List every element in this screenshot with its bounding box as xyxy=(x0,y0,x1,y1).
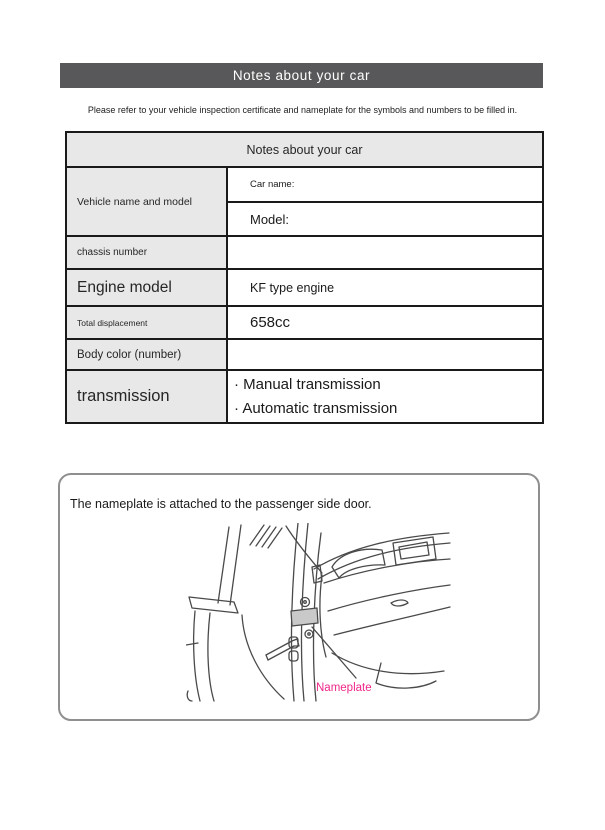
label-chassis-number: chassis number xyxy=(66,236,227,269)
car-notes-table xyxy=(65,131,544,424)
table-row xyxy=(66,306,543,339)
nameplate-figure xyxy=(186,523,452,705)
value-chassis-number xyxy=(227,236,543,269)
value-model: Model: xyxy=(227,202,543,236)
label-total-displacement: Total displacement xyxy=(66,306,227,339)
door-panel-lines xyxy=(186,525,284,701)
table-title: Notes about your car xyxy=(66,132,543,167)
nameplate-note-text: The nameplate is attached to the passenger side door. xyxy=(70,497,372,511)
transmission-option-manual: · Manual transmission xyxy=(234,375,381,393)
value-total-displacement: 658cc xyxy=(227,306,543,339)
nameplate-highlight xyxy=(291,608,318,626)
dashboard-lines xyxy=(314,533,450,688)
label-engine-model: Engine model xyxy=(66,269,227,306)
value-engine-model: KF type engine xyxy=(227,269,543,306)
table-row xyxy=(66,167,543,202)
label-body-color: Body color (number) xyxy=(66,339,227,370)
table-row xyxy=(66,370,543,423)
car-door-illustration xyxy=(186,523,452,705)
value-transmission xyxy=(227,370,543,423)
nameplate-note-box xyxy=(58,473,540,721)
nameplate-label: Nameplate xyxy=(316,682,372,694)
table-row xyxy=(66,269,543,306)
label-transmission: transmission xyxy=(66,370,227,423)
windshield-hatch-lines xyxy=(250,525,282,548)
page-subtitle: Please refer to your vehicle inspection certificate and nameplate for the symbols and numbers to be filled in. xyxy=(87,105,518,115)
value-car-name: Car name: xyxy=(227,167,543,202)
transmission-option-automatic: · Automatic transmission xyxy=(234,399,398,417)
value-body-color xyxy=(227,339,543,370)
table-header-row xyxy=(66,132,543,167)
label-vehicle-name-and-model: Vehicle name and model xyxy=(66,167,227,236)
table-row xyxy=(66,339,543,370)
section-banner xyxy=(60,63,543,88)
section-banner-title: Notes about your car xyxy=(232,68,371,83)
table-row xyxy=(66,236,543,269)
door-check-strap xyxy=(266,639,299,660)
